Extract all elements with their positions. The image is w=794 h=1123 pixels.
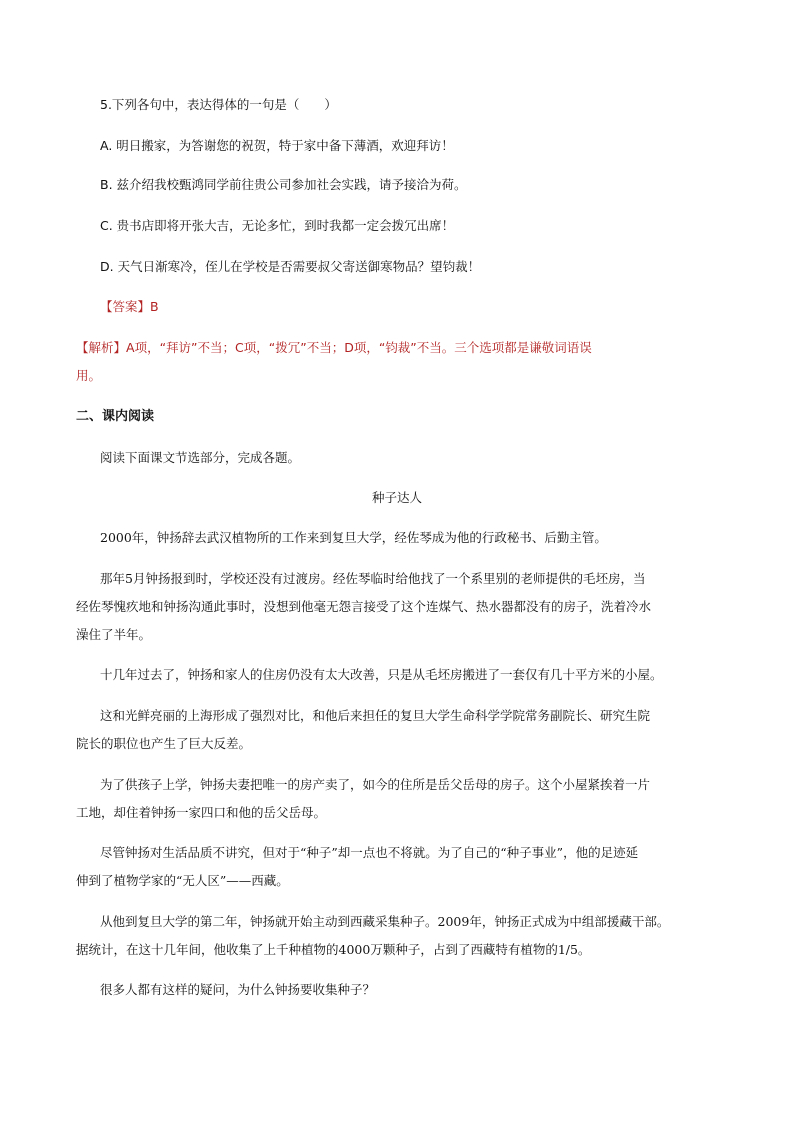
answer-value: B: [150, 299, 159, 314]
question-stem: 5.下列各句中，表达得体的一句是（ ）: [100, 97, 337, 112]
analysis-text-cont: 用。: [76, 368, 102, 383]
option-a: A. 明日搬家，为答谢您的祝贺，特于家中备下薄酒，欢迎拜访！: [100, 138, 454, 153]
paragraph-line: 伸到了植物学家的“无人区”——西藏。: [76, 873, 289, 888]
analysis: [76, 340, 592, 356]
section-heading: 二、课内阅读: [76, 409, 155, 424]
paragraph-line: 工地，却住着钟扬一家四口和他的岳父岳母。: [76, 805, 327, 820]
paragraph-line: 十几年过去了，钟扬和家人的住房仍没有太大改善，只是从毛坯房搬进了一套仅有几十平方米的小屋。: [100, 667, 663, 682]
paragraph-line: 很多人都有这样的疑问，为什么钟扬要收集种子？: [100, 982, 376, 997]
paragraph-line: 澡住了半年。: [76, 627, 152, 642]
paragraph-line: 经佐琴愧疚地和钟扬沟通此事时，没想到他毫无怨言接受了这个连煤气、热水器都没有的房子，洗着冷水: [76, 599, 652, 614]
paragraph-line: 从他到复旦大学的第二年，钟扬就开始主动到西藏采集种子。2009年，钟扬正式成为中组部援藏干部。: [100, 914, 670, 929]
option-c: C. 贵书店即将开张大吉，无论多忙，到时我都一定会拨冗出席！: [100, 218, 455, 233]
answer-label: 【答案】: [100, 299, 151, 314]
analysis-text: A项，“拜访”不当；C项，“拨冗”不当；D项，“钧裁”不当。三个选项都是谦敬词语误: [126, 340, 592, 355]
option-d: D. 天气日渐寒冷，侄儿在学校是否需要叔父寄送御寒物品？望钧裁！: [100, 259, 481, 274]
reading-instruction: 阅读下面课文节选部分，完成各题。: [100, 450, 301, 465]
paragraph-line: 2000年，钟扬辞去武汉植物所的工作来到复旦大学，经佐琴成为他的行政秘书、后勤主管。: [100, 530, 607, 545]
answer: [100, 299, 159, 315]
option-b: B. 兹介绍我校甄鸿同学前往贵公司参加社会实践，请予接洽为荷。: [100, 177, 467, 192]
paragraph-line: 这和光鲜亮丽的上海形成了强烈对比，和他后来担任的复旦大学生命科学学院常务副院长、研究生院: [100, 708, 651, 723]
analysis-label: 【解析】: [76, 340, 127, 355]
paragraph-line: 那年5月钟扬报到时，学校还没有过渡房。经佐琴临时给他找了一个系里别的老师提供的毛坯房，当: [100, 571, 646, 586]
paragraph-line: 据统计，在这十几年间，他收集了上千种植物的4000万颗种子，占到了西藏特有植物的1/5。: [76, 942, 591, 957]
article-title: 种子达人: [371, 490, 422, 505]
paragraph-line: 院长的职位也产生了巨大反差。: [76, 736, 252, 751]
paragraph-line: 尽管钟扬对生活品质不讲究，但对于“种子”却一点也不将就。为了自己的“种子事业”，他的足迹延: [100, 845, 639, 860]
paragraph-line: 为了供孩子上学，钟扬夫妻把唯一的房产卖了，如今的住所是岳父岳母的房子。这个小屋紧挨着一片: [100, 777, 651, 792]
